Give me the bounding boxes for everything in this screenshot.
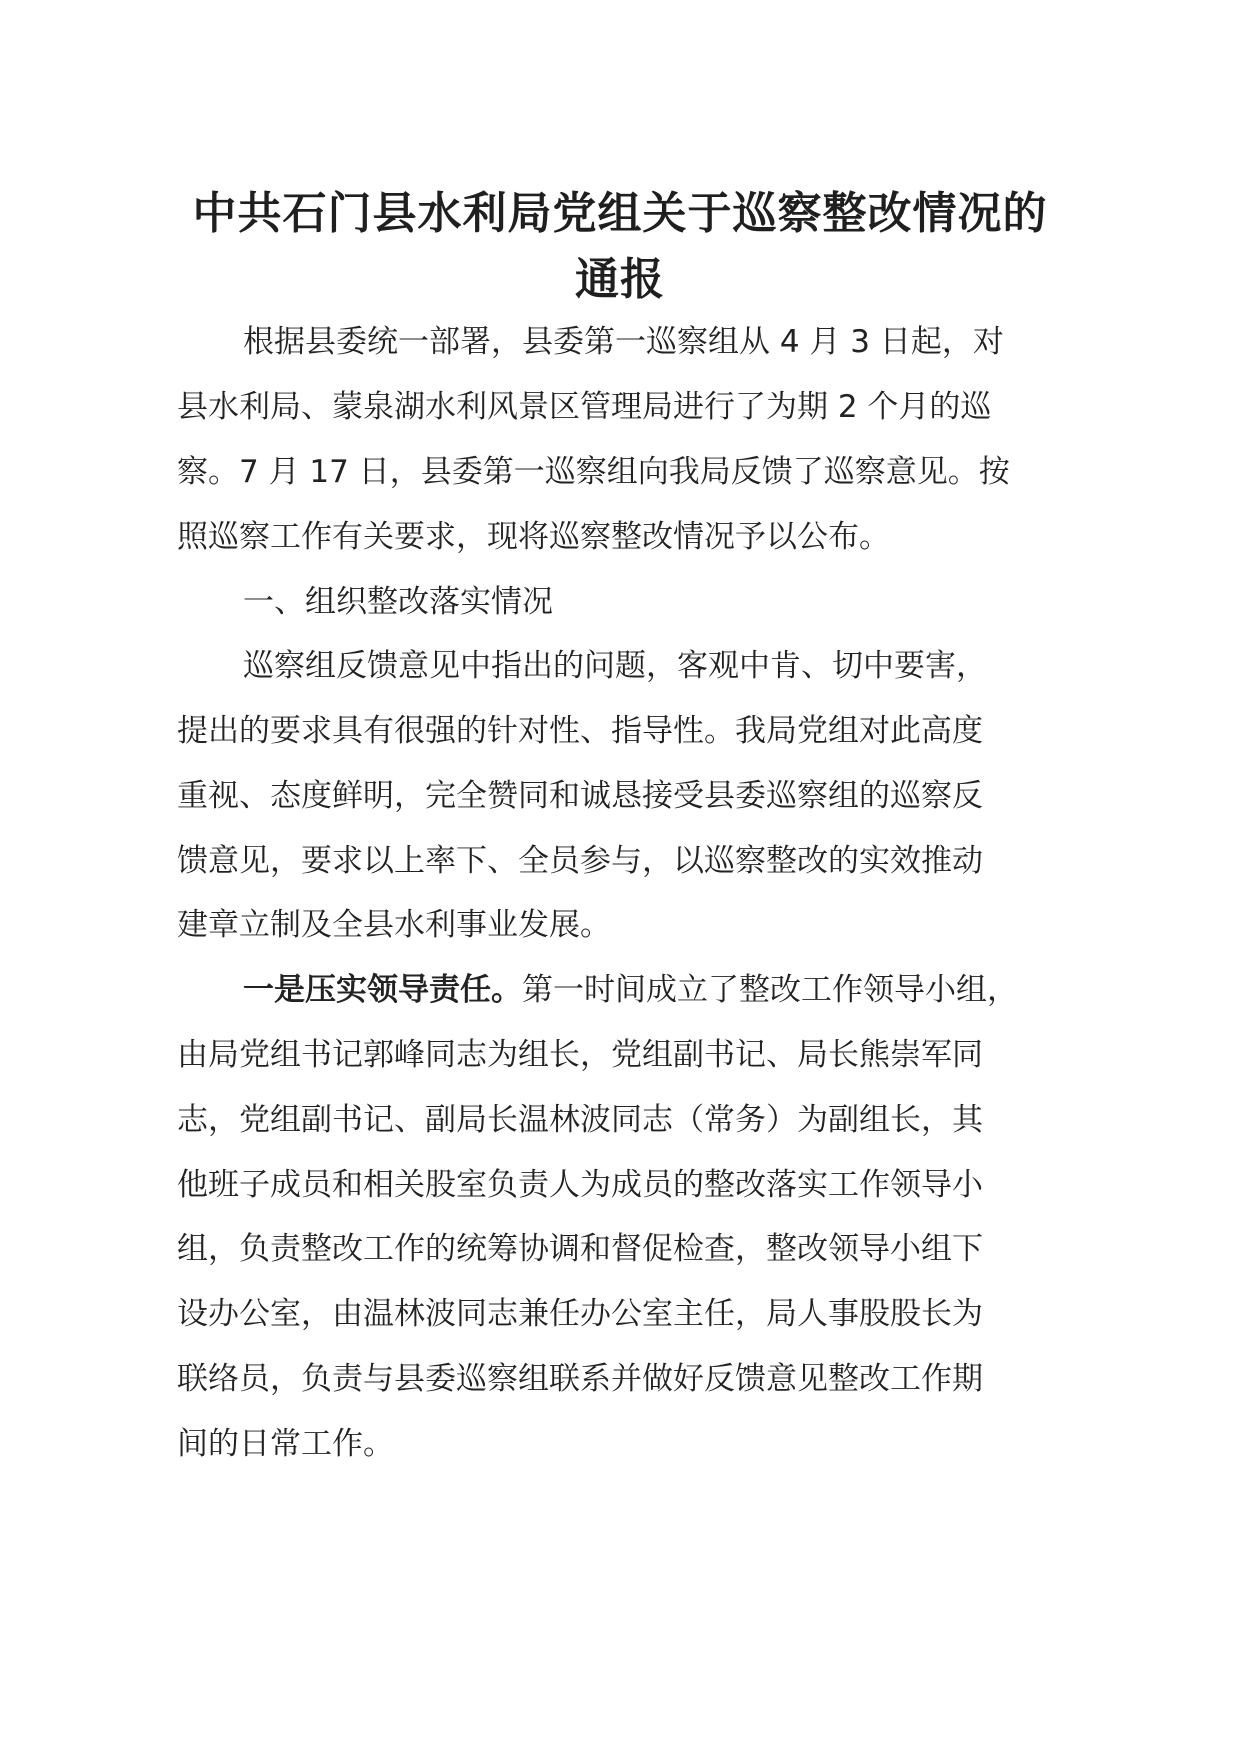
document-title-line-2: 通报 <box>575 254 665 305</box>
paragraph-3-line: 间的日常工作。 <box>177 1426 394 1462</box>
paragraph-2-line: 馈意见，要求以上率下、全员参与，以巡察整改的实效推动 <box>177 843 983 879</box>
paragraph-3-line: 设办公室，由温林波同志兼任办公室主任，局人事股股长为 <box>177 1296 983 1332</box>
paragraph-3-line: 志，党组副书记、副局长温林波同志（常务）为副组长，其 <box>177 1102 983 1138</box>
paragraph-1-line: 察。7 月 17 日，县委第一巡察组向我局反馈了巡察意见。按 <box>177 454 1010 490</box>
paragraph-3-line: 第一时间成立了整改工作领导小组， <box>522 972 1018 1008</box>
paragraph-2-line: 建章立制及全县水利事业发展。 <box>177 907 611 943</box>
paragraph-3-line: 联络员，负责与县委巡察组联系并做好反馈意见整改工作期 <box>177 1361 983 1397</box>
paragraph-3-line: 组，负责整改工作的统筹协调和督促检查，整改领导小组下 <box>177 1231 983 1267</box>
section-heading: 一、组织整改落实情况 <box>243 584 553 620</box>
paragraph-1-line: 照巡察工作有关要求，现将巡察整改情况予以公布。 <box>177 519 890 555</box>
paragraph-3-first-line <box>243 970 1018 1010</box>
paragraph-3-lead: 一是压实领导责任。 <box>243 972 522 1008</box>
document-title-line-1: 中共石门县水利局党组关于巡察整改情况的 <box>192 188 1048 239</box>
paragraph-2-line: 巡察组反馈意见中指出的问题，客观中肯、切中要害， <box>243 648 987 684</box>
paragraph-1-line: 县水利局、蒙泉湖水利风景区管理局进行了为期 2 个月的巡 <box>177 389 992 425</box>
paragraph-2-line: 提出的要求具有很强的针对性、指导性。我局党组对此高度 <box>177 713 983 749</box>
paragraph-1-line: 根据县委统一部署，县委第一巡察组从 4 月 3 日起，对 <box>243 324 1004 360</box>
paragraph-2-line: 重视、态度鲜明，完全赞同和诚恳接受县委巡察组的巡察反 <box>177 778 983 814</box>
paragraph-3-line: 他班子成员和相关股室负责人为成员的整改落实工作领导小 <box>177 1167 983 1203</box>
paragraph-3-line: 由局党组书记郭峰同志为组长，党组副书记、局长熊崇军同 <box>177 1037 983 1073</box>
